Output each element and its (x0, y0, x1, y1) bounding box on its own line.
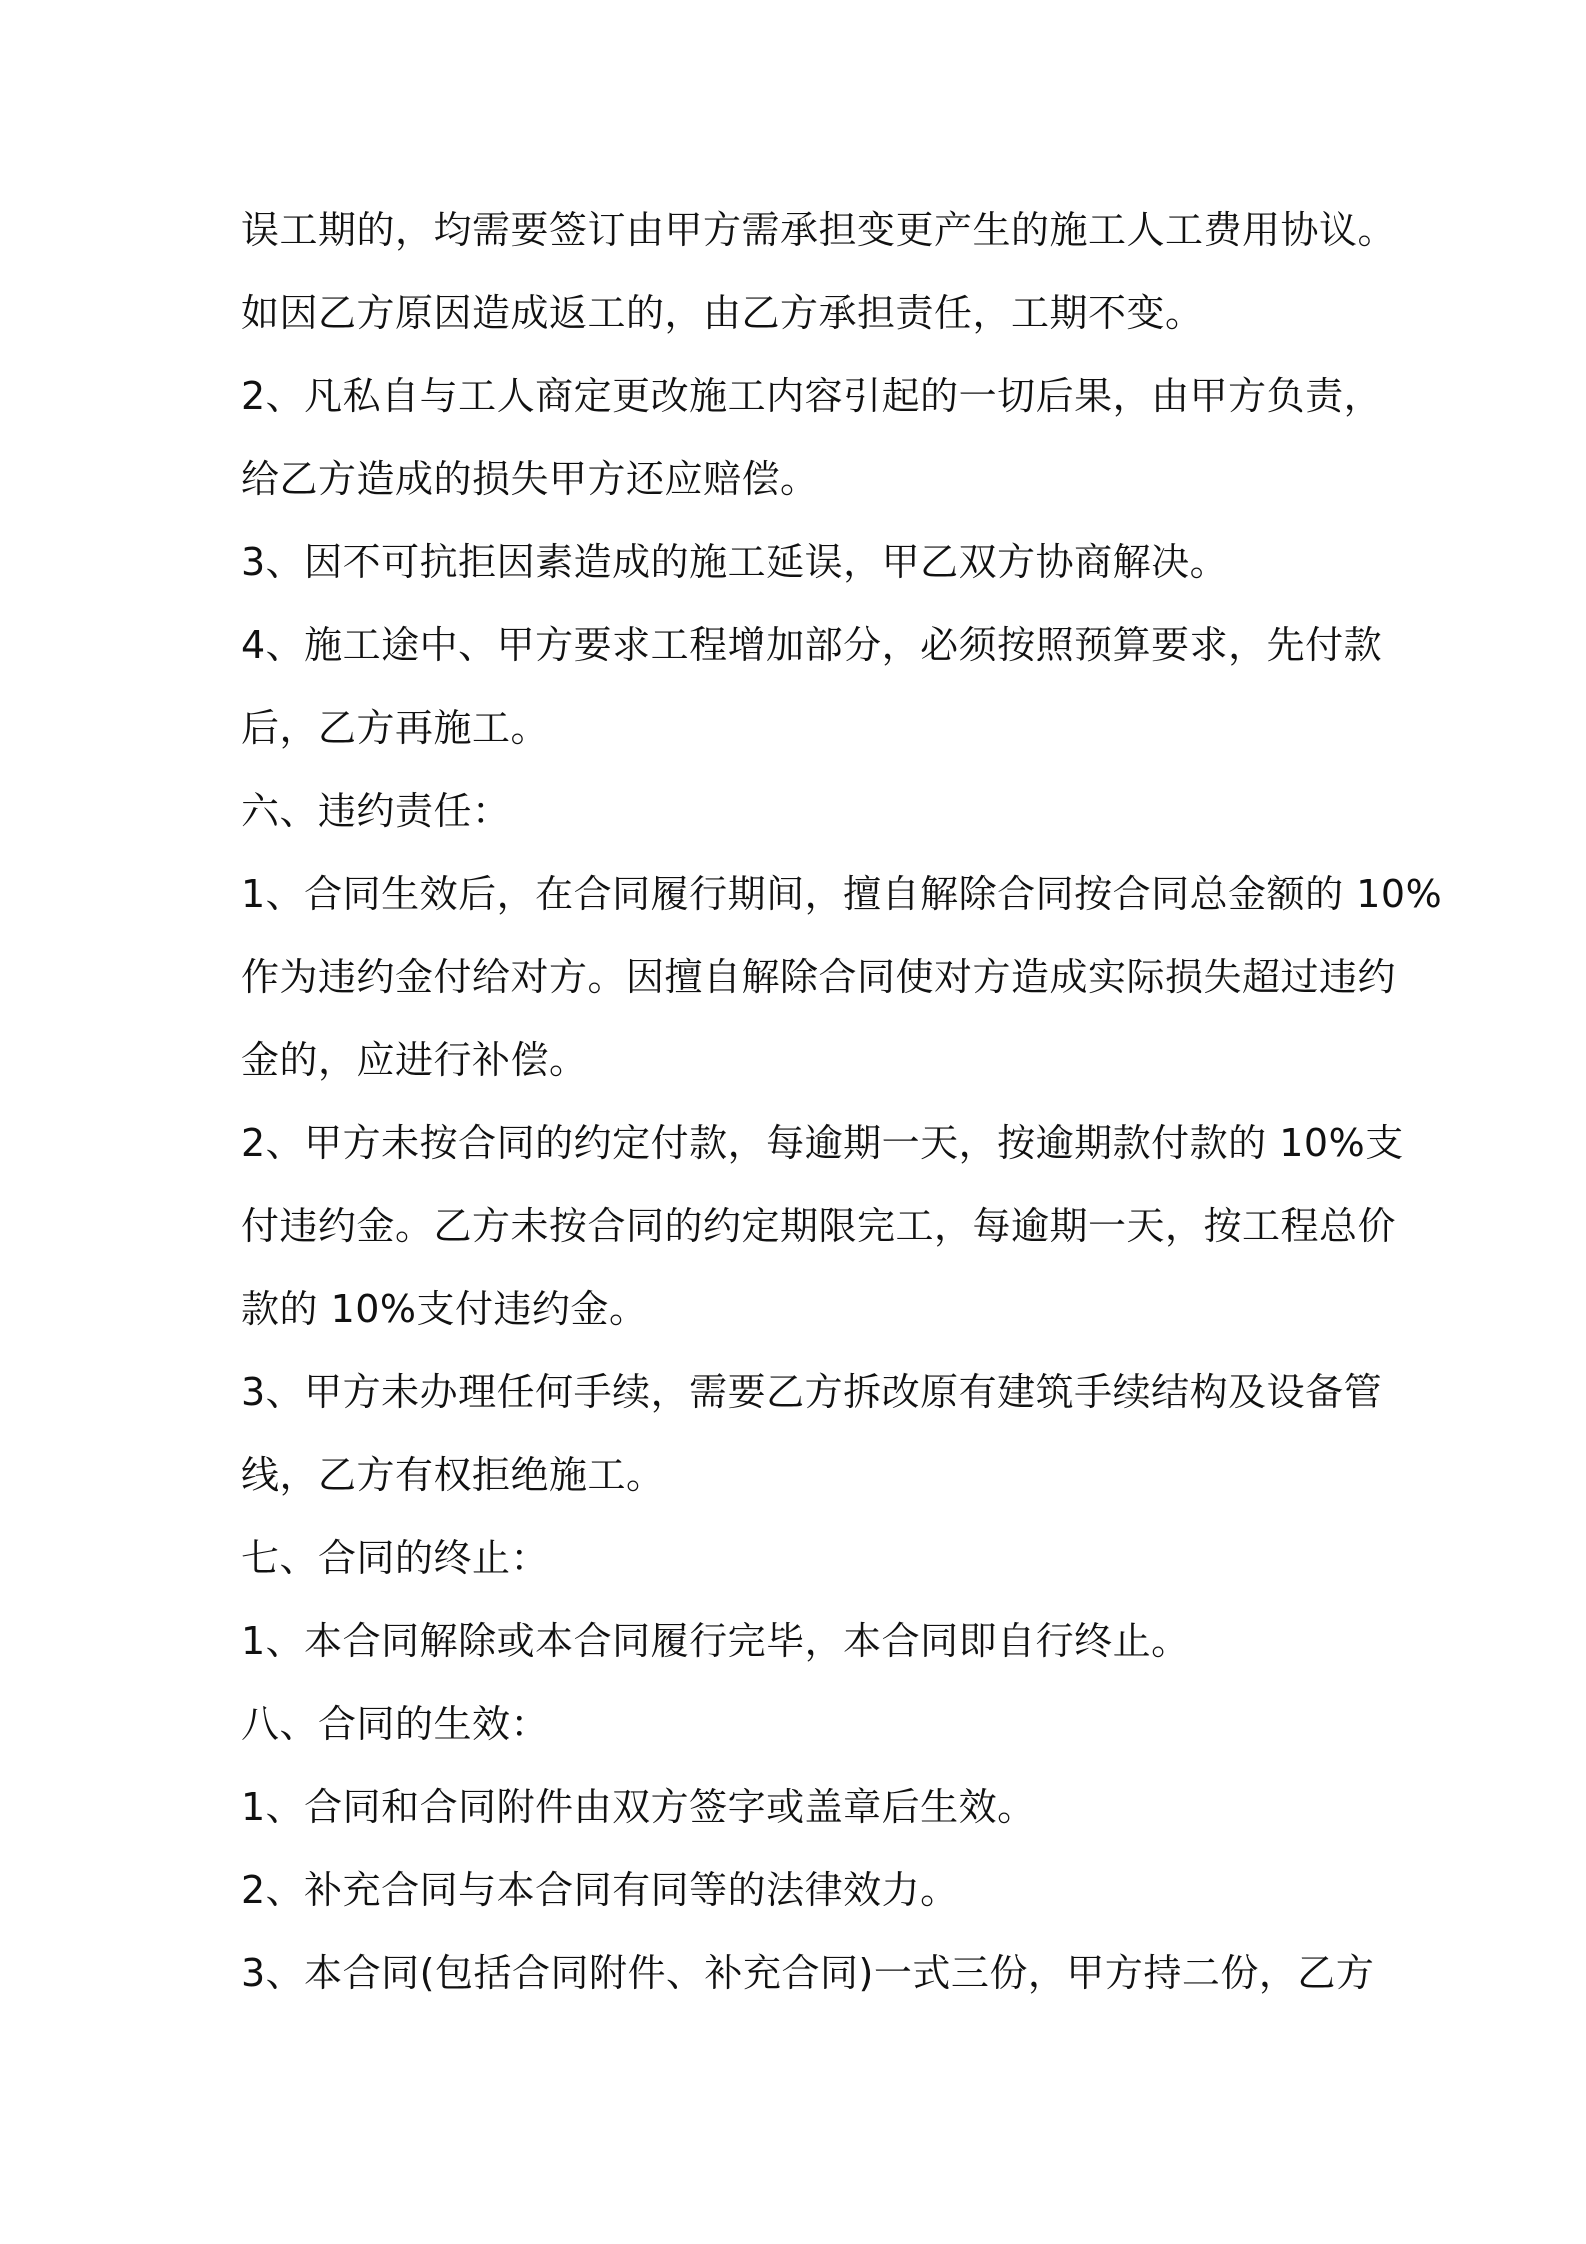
clause-2-line: 2、甲方未按合同的约定付款，每逾期一天，按逾期款付款的 10%支 (241, 1121, 1404, 1165)
clause-1-line: 1、合同生效后，在合同履行期间，擅自解除合同按合同总金额的 10% (241, 872, 1443, 916)
text-line: 后，乙方再施工。 (241, 706, 550, 750)
text-line: 付违约金。乙方未按合同的约定期限完工，每逾期一天，按工程总价 (241, 1204, 1397, 1248)
clause-2-line: 2、凡私自与工人商定更改施工内容引起的一切后果，由甲方负责， (241, 374, 1383, 418)
text-line: 款的 10%支付违约金。 (241, 1287, 648, 1331)
text-line: 误工期的，均需要签订由甲方需承担变更产生的施工人工费用协议。 (241, 208, 1397, 252)
clause-3-line: 3、因不可抗拒因素造成的施工延误，甲乙双方协商解决。 (241, 540, 1229, 584)
clause-1-line: 1、本合同解除或本合同履行完毕，本合同即自行终止。 (241, 1619, 1190, 1663)
text-line: 如因乙方原因造成返工的，由乙方承担责任，工期不变。 (241, 291, 1204, 335)
text-line: 作为违约金付给对方。因擅自解除合同使对方造成实际损失超过违约 (241, 955, 1397, 999)
clause-3-line: 3、甲方未办理任何手续，需要乙方拆改原有建筑手续结构及设备管 (241, 1370, 1383, 1414)
clause-2-line: 2、补充合同与本合同有同等的法律效力。 (241, 1868, 959, 1912)
section-heading-breach-liability: 六、违约责任： (241, 789, 511, 833)
section-heading-termination: 七、合同的终止： (241, 1536, 550, 1580)
clause-3-line: 3、本合同(包括合同附件、补充合同)一式三份，甲方持二份，乙方 (241, 1951, 1375, 1995)
text-line: 线，乙方有权拒绝施工。 (241, 1453, 665, 1497)
text-line: 金的，应进行补偿。 (241, 1038, 588, 1082)
contract-text (241, 200, 1443, 2026)
section-heading-effectiveness: 八、合同的生效： (241, 1702, 550, 1746)
clause-4-line: 4、施工途中、甲方要求工程增加部分，必须按照预算要求，先付款 (241, 623, 1383, 667)
clause-1-line: 1、合同和合同附件由双方签字或盖章后生效。 (241, 1785, 1036, 1829)
text-line: 给乙方造成的损失甲方还应赔偿。 (241, 457, 819, 501)
